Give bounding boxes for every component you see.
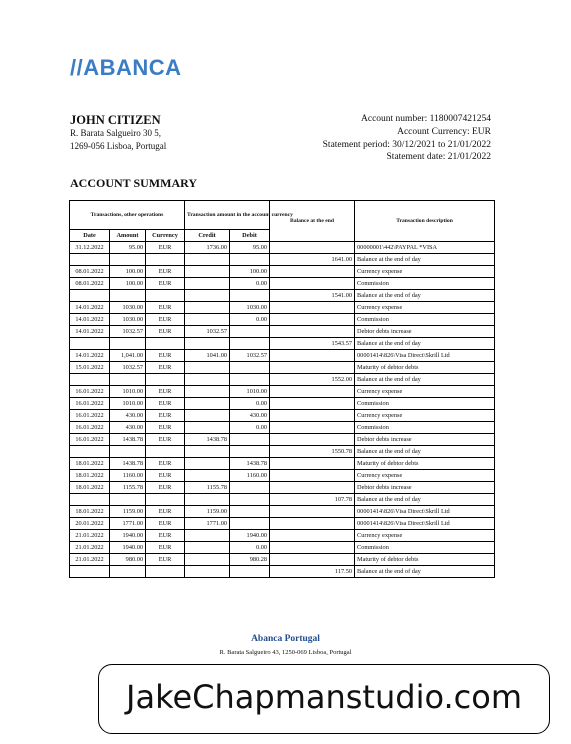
cell-currency: EUR: [146, 554, 185, 566]
cell-credit: [185, 386, 230, 398]
table-row: [70, 434, 495, 446]
cell-date: 20.01.2022: [70, 518, 110, 530]
cell-credit: [185, 446, 230, 458]
cell-amount: 100.00: [110, 266, 146, 278]
cell-amount: 1032.57: [110, 362, 146, 374]
cell-description: Maturity of debtor debts: [355, 554, 495, 566]
cell-description: 00000001\442\PAYPAL *VISA: [355, 242, 495, 254]
cell-date: 08.01.2022: [70, 266, 110, 278]
cell-amount: 1159.00: [110, 506, 146, 518]
abanca-logo: //ABANCA: [70, 55, 182, 80]
table-row: [70, 482, 495, 494]
cell-date: [70, 494, 110, 506]
account-currency: Account Currency: EUR: [397, 127, 491, 137]
cell-amount: 1,041.00: [110, 350, 146, 362]
cell-balance: [270, 242, 355, 254]
cell-debit: [230, 326, 270, 338]
cell-description: 00001414\826\Visa Direct\Skrill Ltd: [355, 350, 495, 362]
cell-balance: [270, 410, 355, 422]
cell-debit: 1940.00: [230, 530, 270, 542]
cell-credit: 1438.78: [185, 434, 230, 446]
cell-date: 16.01.2022: [70, 398, 110, 410]
cell-description: Commission: [355, 422, 495, 434]
cell-debit: [230, 566, 270, 578]
cell-description: Debtor debts increase: [355, 482, 495, 494]
footer-address: R. Barata Salgueiro 43, 1250-069 Lisboa, Portugal: [219, 649, 352, 656]
header-transactions: Transactions, other operations: [70, 201, 185, 230]
table-row: [70, 506, 495, 518]
cell-date: 16.01.2022: [70, 434, 110, 446]
cell-credit: [185, 362, 230, 374]
cell-description: Balance at the end of day: [355, 494, 495, 506]
cell-description: Currency expense: [355, 470, 495, 482]
cell-balance: 1641.00: [270, 254, 355, 266]
cell-amount: 1030.00: [110, 302, 146, 314]
customer-name: JOHN CITIZEN: [70, 113, 161, 127]
cell-description: Commission: [355, 542, 495, 554]
cell-amount: [110, 566, 146, 578]
cell-date: [70, 290, 110, 302]
cell-balance: 117.50: [270, 566, 355, 578]
table-row: [70, 422, 495, 434]
cell-date: 15.01.2022: [70, 362, 110, 374]
cell-debit: 100.00: [230, 266, 270, 278]
cell-date: 21.01.2022: [70, 542, 110, 554]
cell-description: Balance at the end of day: [355, 290, 495, 302]
cell-amount: 1032.57: [110, 326, 146, 338]
table-row: [70, 290, 495, 302]
cell-credit: [185, 554, 230, 566]
cell-balance: 1543.57: [270, 338, 355, 350]
statement-date: Statement date: 21/01/2022: [386, 152, 491, 162]
cell-balance: [270, 422, 355, 434]
cell-credit: [185, 470, 230, 482]
cell-balance: [270, 434, 355, 446]
cell-amount: 95.00: [110, 242, 146, 254]
cell-credit: [185, 494, 230, 506]
column-header-amount: Amount: [110, 230, 146, 242]
cell-amount: [110, 374, 146, 386]
cell-debit: 0.00: [230, 398, 270, 410]
transactions-body: [70, 242, 495, 578]
cell-date: 14.01.2022: [70, 326, 110, 338]
cell-debit: 1030.00: [230, 302, 270, 314]
cell-debit: [230, 254, 270, 266]
cell-balance: [270, 350, 355, 362]
cell-credit: [185, 458, 230, 470]
cell-currency: EUR: [146, 482, 185, 494]
table-row: [70, 302, 495, 314]
cell-balance: [270, 470, 355, 482]
cell-description: Currency expense: [355, 530, 495, 542]
cell-date: [70, 374, 110, 386]
cell-debit: [230, 506, 270, 518]
cell-date: [70, 446, 110, 458]
cell-debit: [230, 290, 270, 302]
cell-debit: [230, 434, 270, 446]
cell-currency: EUR: [146, 470, 185, 482]
account-summary-title: ACCOUNT SUMMARY: [70, 176, 198, 190]
table-row: [70, 458, 495, 470]
cell-date: 16.01.2022: [70, 422, 110, 434]
cell-balance: [270, 362, 355, 374]
cell-description: Debtor debts increase: [355, 434, 495, 446]
cell-date: 18.01.2022: [70, 458, 110, 470]
cell-date: 18.01.2022: [70, 482, 110, 494]
cell-balance: [270, 530, 355, 542]
cell-currency: [146, 374, 185, 386]
cell-debit: 980.28: [230, 554, 270, 566]
column-header-date: Date: [70, 230, 110, 242]
cell-amount: [110, 446, 146, 458]
cell-amount: 430.00: [110, 422, 146, 434]
cell-description: Maturity of debtor debts: [355, 362, 495, 374]
cell-description: Debtor debts increase: [355, 326, 495, 338]
cell-credit: [185, 338, 230, 350]
cell-date: [70, 566, 110, 578]
table-row: [70, 314, 495, 326]
header-amount-in-currency: Transaction amount in the account currency: [185, 201, 270, 230]
cell-date: 21.01.2022: [70, 530, 110, 542]
cell-description: Balance at the end of day: [355, 338, 495, 350]
cell-balance: [270, 314, 355, 326]
cell-description: Currency expense: [355, 410, 495, 422]
cell-date: 21.01.2022: [70, 554, 110, 566]
cell-currency: EUR: [146, 398, 185, 410]
cell-debit: 430.00: [230, 410, 270, 422]
cell-date: 14.01.2022: [70, 302, 110, 314]
cell-amount: [110, 290, 146, 302]
cell-credit: [185, 566, 230, 578]
cell-balance: 1552.00: [270, 374, 355, 386]
table-row: [70, 242, 495, 254]
cell-date: 14.01.2022: [70, 350, 110, 362]
cell-debit: [230, 338, 270, 350]
table-row: [70, 542, 495, 554]
table-row: [70, 470, 495, 482]
cell-debit: [230, 482, 270, 494]
cell-description: Currency expense: [355, 302, 495, 314]
cell-currency: EUR: [146, 326, 185, 338]
cell-balance: [270, 326, 355, 338]
cell-amount: 1940.00: [110, 530, 146, 542]
cell-currency: EUR: [146, 506, 185, 518]
cell-debit: 1438.78: [230, 458, 270, 470]
cell-date: 16.01.2022: [70, 386, 110, 398]
cell-credit: [185, 266, 230, 278]
cell-balance: 1541.00: [270, 290, 355, 302]
header-balance: Balance at the end: [270, 201, 355, 242]
cell-amount: 1155.78: [110, 482, 146, 494]
cell-credit: [185, 398, 230, 410]
cell-date: 14.01.2022: [70, 314, 110, 326]
table-row: [70, 374, 495, 386]
cell-credit: 1159.00: [185, 506, 230, 518]
cell-currency: EUR: [146, 362, 185, 374]
cell-balance: [270, 278, 355, 290]
cell-description: Currency expense: [355, 266, 495, 278]
cell-description: Commission: [355, 314, 495, 326]
cell-debit: [230, 494, 270, 506]
cell-currency: EUR: [146, 422, 185, 434]
cell-amount: 1940.00: [110, 542, 146, 554]
table-row: [70, 446, 495, 458]
statement-period: Statement period: 30/12/2021 to 21/01/2022: [322, 140, 491, 150]
column-header-debit: Debit: [230, 230, 270, 242]
table-row: [70, 338, 495, 350]
cell-currency: EUR: [146, 434, 185, 446]
cell-debit: [230, 374, 270, 386]
cell-currency: [146, 254, 185, 266]
cell-currency: EUR: [146, 410, 185, 422]
cell-credit: [185, 530, 230, 542]
cell-currency: [146, 290, 185, 302]
cell-credit: 1736.00: [185, 242, 230, 254]
cell-description: Balance at the end of day: [355, 374, 495, 386]
cell-amount: 980.00: [110, 554, 146, 566]
cell-balance: [270, 458, 355, 470]
cell-currency: EUR: [146, 386, 185, 398]
cell-balance: [270, 506, 355, 518]
cell-balance: [270, 398, 355, 410]
cell-debit: 1032.57: [230, 350, 270, 362]
cell-currency: [146, 566, 185, 578]
cell-amount: [110, 494, 146, 506]
cell-credit: 1041.00: [185, 350, 230, 362]
table-row: [70, 386, 495, 398]
cell-date: [70, 338, 110, 350]
cell-amount: [110, 338, 146, 350]
cell-credit: [185, 422, 230, 434]
table-row: [70, 362, 495, 374]
table-row: [70, 350, 495, 362]
table-row: [70, 398, 495, 410]
cell-debit: [230, 518, 270, 530]
cell-currency: EUR: [146, 314, 185, 326]
cell-date: 16.01.2022: [70, 410, 110, 422]
watermark-banner: JakeChapmanstudio.com: [98, 664, 550, 734]
footer-bank-name: Abanca Portugal: [251, 634, 320, 644]
table-row: [70, 494, 495, 506]
table-row: [70, 518, 495, 530]
cell-currency: EUR: [146, 266, 185, 278]
transactions-table: [69, 200, 495, 578]
header-description: Transaction description: [355, 201, 495, 242]
table-row: [70, 410, 495, 422]
cell-debit: 0.00: [230, 278, 270, 290]
cell-date: 31.12.2022: [70, 242, 110, 254]
customer-address-line1: R. Barata Salgueiro 30 5,: [70, 128, 161, 138]
table-row: [70, 566, 495, 578]
cell-debit: 1160.00: [230, 470, 270, 482]
cell-currency: [146, 338, 185, 350]
cell-debit: 95.00: [230, 242, 270, 254]
cell-credit: 1032.57: [185, 326, 230, 338]
cell-balance: 107.78: [270, 494, 355, 506]
cell-debit: [230, 446, 270, 458]
table-row: [70, 254, 495, 266]
cell-currency: EUR: [146, 242, 185, 254]
cell-balance: [270, 302, 355, 314]
cell-currency: EUR: [146, 302, 185, 314]
cell-currency: EUR: [146, 542, 185, 554]
cell-description: Balance at the end of day: [355, 566, 495, 578]
cell-balance: [270, 482, 355, 494]
cell-currency: EUR: [146, 458, 185, 470]
cell-credit: 1771.00: [185, 518, 230, 530]
cell-description: Maturity of debtor debts: [355, 458, 495, 470]
cell-credit: [185, 542, 230, 554]
cell-credit: [185, 290, 230, 302]
cell-date: 08.01.2022: [70, 278, 110, 290]
cell-description: Commission: [355, 398, 495, 410]
cell-description: Balance at the end of day: [355, 446, 495, 458]
cell-amount: [110, 254, 146, 266]
cell-debit: 0.00: [230, 314, 270, 326]
customer-address-line2: 1269-056 Lisboa, Portugal: [70, 141, 167, 151]
cell-amount: 1160.00: [110, 470, 146, 482]
cell-amount: 1030.00: [110, 314, 146, 326]
cell-description: Currency expense: [355, 386, 495, 398]
cell-balance: 1550.78: [270, 446, 355, 458]
cell-description: Commission: [355, 278, 495, 290]
cell-currency: EUR: [146, 518, 185, 530]
cell-balance: [270, 554, 355, 566]
cell-amount: 1438.78: [110, 434, 146, 446]
cell-credit: [185, 314, 230, 326]
cell-credit: [185, 278, 230, 290]
cell-credit: 1155.78: [185, 482, 230, 494]
cell-description: 00001414\826\Visa Direct\Skrill Ltd: [355, 518, 495, 530]
table-row: [70, 266, 495, 278]
column-header-credit: Credit: [185, 230, 230, 242]
column-header-currency: Currency: [146, 230, 185, 242]
cell-date: [70, 254, 110, 266]
cell-debit: 0.00: [230, 422, 270, 434]
cell-credit: [185, 410, 230, 422]
cell-debit: 0.00: [230, 542, 270, 554]
cell-description: 00001414\826\Visa Direct\Skrill Ltd: [355, 506, 495, 518]
cell-amount: 430.00: [110, 410, 146, 422]
cell-balance: [270, 518, 355, 530]
cell-currency: [146, 494, 185, 506]
account-number: Account number: 1180007421254: [361, 114, 491, 124]
cell-currency: EUR: [146, 530, 185, 542]
cell-amount: 100.00: [110, 278, 146, 290]
cell-currency: EUR: [146, 278, 185, 290]
table-row: [70, 326, 495, 338]
cell-amount: 1010.00: [110, 398, 146, 410]
cell-credit: [185, 254, 230, 266]
table-row: [70, 554, 495, 566]
cell-balance: [270, 386, 355, 398]
cell-date: 18.01.2022: [70, 470, 110, 482]
cell-credit: [185, 302, 230, 314]
cell-description: Balance at the end of day: [355, 254, 495, 266]
cell-currency: [146, 446, 185, 458]
cell-balance: [270, 542, 355, 554]
table-row: [70, 278, 495, 290]
cell-debit: [230, 362, 270, 374]
cell-amount: 1010.00: [110, 386, 146, 398]
cell-balance: [270, 266, 355, 278]
cell-currency: EUR: [146, 350, 185, 362]
cell-amount: 1438.78: [110, 458, 146, 470]
cell-debit: 1010.00: [230, 386, 270, 398]
cell-amount: 1771.00: [110, 518, 146, 530]
cell-credit: [185, 374, 230, 386]
table-row: [70, 530, 495, 542]
cell-date: 18.01.2022: [70, 506, 110, 518]
